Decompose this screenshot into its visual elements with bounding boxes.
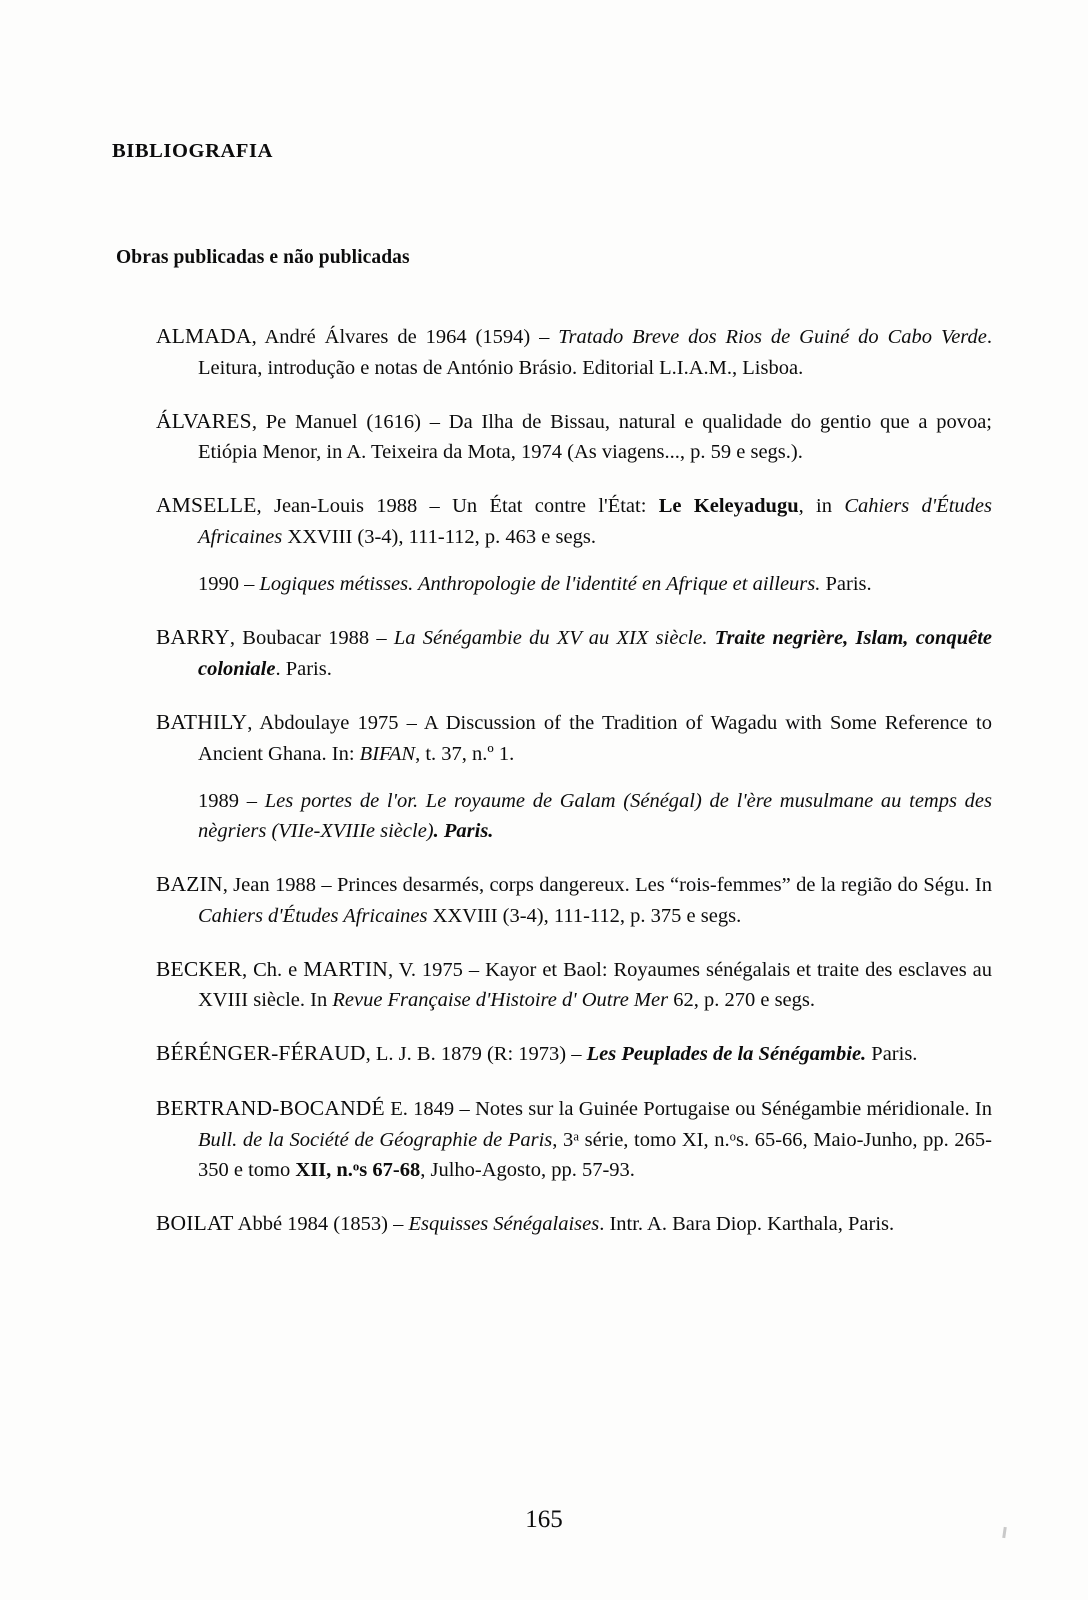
entry-title-italic: Les portes de l'or. Le royaume de Galam (Sénégal) de l'ère musulmane au temps des nègriers (VIIe-XVIIIe siècle)	[198, 789, 992, 842]
entry-text-tail: . Leitura, introdução e notas de António Brásio. Editorial L.I.A.M., Lisboa.	[198, 326, 992, 379]
entry-title-italic: Esquisses Sénégalaises	[408, 1212, 600, 1235]
entry-author: BÉRÉNGER-FÉRAUD	[156, 1041, 366, 1066]
entry-text-mid2: série, tomo XI, n.	[578, 1128, 730, 1151]
entry-title-italic: Tratado Breve dos Rios de Guiné do Cabo Verde	[558, 326, 987, 348]
entry-title-bold-italic: Les Peuplades de la Sénégambie.	[586, 1043, 867, 1066]
entry-author: BECKER	[156, 956, 243, 981]
entry-text-mid: , in	[798, 495, 845, 518]
entry-author: ALMADA	[156, 324, 252, 348]
entry-issue-bold: s 67-68	[359, 1158, 421, 1181]
bibliography-entry-alvares	[156, 406, 992, 468]
entry-place-bold-italic: . Paris.	[433, 819, 494, 842]
bibliography-entry-barry	[156, 622, 992, 684]
bibliography-entry-amselle-1990	[156, 569, 992, 599]
entry-author: AMSELLE	[156, 493, 257, 518]
entry-journal-italic: Bull. de la Société de Géographie de Paris	[198, 1128, 553, 1151]
bibliography-entry-bathily	[156, 707, 992, 769]
bibliography-entry-bertrand-bocande	[156, 1093, 992, 1185]
entry-text: , André Álvares de 1964 (1594) –	[251, 326, 559, 348]
bibliography-entry-almada	[156, 321, 992, 383]
entry-text-tail: Paris.	[866, 1043, 918, 1066]
entry-journal-italic: Cahiers d'Études Africaines	[198, 904, 428, 927]
entry-text-tail: . Intr. A. Bara Diop. Karthala, Paris.	[599, 1212, 895, 1235]
entry-emphasis-bold: Le Keleyadugu	[658, 495, 799, 518]
entry-author-second: MARTIN	[303, 956, 388, 981]
bibliography-entry-boilat	[156, 1208, 992, 1240]
entry-text-tail: , Julho-Agosto, pp. 57-93.	[420, 1158, 635, 1181]
entry-text-tail: XXVIII (3-4), 111-112, p. 375 e segs.	[427, 904, 742, 927]
page-content	[112, 0, 992, 1239]
entry-text-mid: , 3	[552, 1128, 574, 1151]
page-number: 165	[525, 1506, 563, 1533]
bibliography-entry-amselle	[156, 490, 992, 552]
entry-journal-italic: BIFAN	[359, 742, 416, 765]
entry-text-tail: , t. 37, n.º 1.	[415, 742, 515, 765]
ordinal-superscript-serie: a	[573, 1129, 579, 1144]
entry-text: Abbé 1984 (1853) –	[233, 1212, 409, 1235]
entry-author: BOILAT	[156, 1210, 234, 1235]
ordinal-superscript-numero-bold: o	[352, 1159, 360, 1174]
bibliography-entry-berenger-feraud	[156, 1038, 992, 1070]
entry-journal-italic: Cahiers d'Études Africaines	[198, 495, 992, 549]
entry-text: , Ch. e	[242, 958, 304, 981]
entry-text: 1989 –	[198, 789, 265, 812]
bibliography-entry-list	[156, 321, 992, 1239]
ordinal-superscript-numero: o	[729, 1129, 736, 1144]
entry-author: BARRY	[156, 625, 230, 650]
entry-text: , Boubacar 1988 –	[229, 627, 394, 650]
entry-text: , L. J. B. 1879 (R: 1973) –	[365, 1043, 587, 1066]
entry-author: BERTRAND-BOCANDÉ	[156, 1096, 385, 1120]
entry-subtitle-bold-italic: Traite negrière, Islam, conquête coloniale	[198, 627, 992, 680]
bibliography-entry-becker-martin	[156, 954, 992, 1016]
entry-author: BAZIN	[156, 871, 223, 896]
entry-text: , Abdoulaye 1975 – A Discussion of the Tradition of Wagadu with Some Reference to Ancient Ghana. In:	[198, 712, 992, 765]
entry-author: ÁLVARES	[156, 408, 252, 433]
entry-text-tail: XXVIII (3-4), 111-112, p. 463 e segs.	[282, 526, 596, 549]
entry-text: , Pe Manuel (1616) – Da Ilha de Bissau, natural e qualidade do gentio que a povoa; Etiópia Menor, in A. Teixeira da Mota, 1974 (As viagens..., p. 59 e segs.).	[198, 410, 992, 464]
bibliography-entry-bazin	[156, 869, 992, 931]
entry-text-tail: Paris.	[820, 573, 872, 596]
entry-title-italic: Logiques métisses. Anthropologie de l'identité en Afrique et ailleurs.	[259, 573, 821, 596]
entry-text: E. 1849 – Notes sur la Guinée Portugaise ou Sénégambie méridionale. In	[384, 1098, 992, 1120]
entry-text: , Jean 1988 – Princes desarmés, corps dangereux. Les “rois-femmes” de la região do Ségu. In	[222, 873, 992, 896]
page-title: BIBLIOGRAFIA	[112, 140, 273, 162]
entry-title-italic: La Sénégambie du XV au XIX siècle.	[393, 627, 715, 650]
entry-volume-bold: XII, n.	[295, 1158, 353, 1181]
entry-text: 1990 –	[198, 573, 260, 596]
bibliography-entry-bathily-1989	[156, 786, 992, 846]
entry-text-mid: , V. 1975 – Kayor et Baol: Royaumes sénégalais et traite des esclaves au XVIII siècle. In	[198, 958, 992, 1012]
entry-text: , Jean-Louis 1988 – Un État contre l'État:	[256, 495, 659, 518]
entry-text-mid3: s. 65-66, Maio-Junho, pp. 265-350 e tomo	[198, 1128, 992, 1181]
entry-journal-italic: Revue Française d'Histoire d' Outre Mer	[332, 989, 669, 1012]
entry-text-tail: . Paris.	[275, 657, 332, 680]
entry-text-tail: 62, p. 270 e segs.	[668, 989, 815, 1012]
section-subtitle: Obras publicadas e não publicadas	[116, 247, 410, 268]
entry-author: BATHILY	[156, 710, 248, 734]
